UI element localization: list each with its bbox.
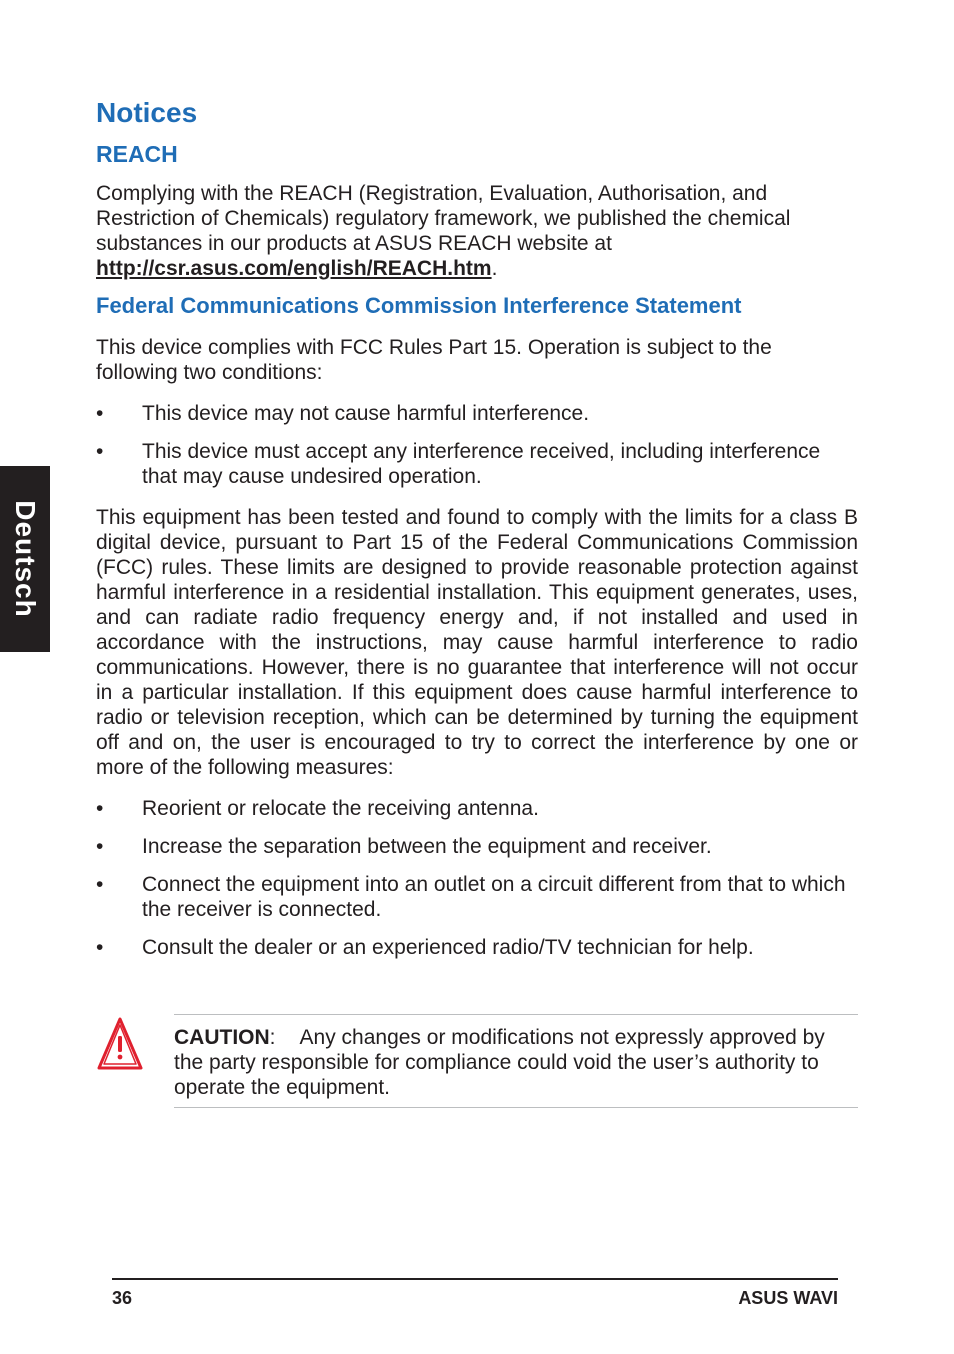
list-item: [96, 439, 858, 489]
list-item: [96, 796, 858, 821]
fcc-equipment-paragraph: This equipment has been tested and found to comply with the limits for a class B digital device, pursuant to Part 15 of the Federal Communications Commission (FCC) rules. These limits are designed to provide reasonable protection against harmful interference in a residential installation. This equipment generates, uses, and can radiate radio frequency energy and, if not installed and used in accordance with the instructions, may cause harmful interference to radio communications. However, there is no guarantee that interference will not occur in a particular installation. If this equipment does cause harmful interference to radio or television reception, which can be determined by turning the equipment off and on, the user is encouraged to try to correct the interference by one or more of the following measures:: [96, 506, 858, 779]
product-name: ASUS WAVI: [738, 1288, 838, 1308]
list-item: [96, 834, 858, 859]
reach-link-suffix: .: [491, 257, 498, 280]
bullet: •: [96, 835, 104, 858]
fcc-heading: Federal Communications Commission Interference Statement: [96, 293, 742, 318]
caution-notice: [96, 1014, 858, 1110]
caution-body: Any changes or modifications not expressly approved by the party responsible for compliance could void the user’s authority to operate the equipment.: [174, 1026, 825, 1099]
reach-heading: REACH: [96, 141, 178, 167]
page-title: Notices: [96, 97, 198, 128]
page-footer: [112, 1278, 838, 1309]
language-side-tab: [0, 466, 50, 652]
list-item-text: Consult the dealer or an experienced radio/TV technician for help.: [142, 936, 754, 959]
list-item-text: Connect the equipment into an outlet on a circuit different from that to which the receiver is connected.: [142, 873, 846, 921]
bullet: •: [96, 402, 104, 425]
caution-text: [174, 1025, 858, 1100]
bullet: •: [96, 936, 104, 959]
reach-body-text: Complying with the REACH (Registration, Evaluation, Authorisation, and Restriction of Chemicals) regulatory framework, we published the chemical substances in our products at ASUS REACH website at: [96, 182, 791, 255]
bullet: •: [96, 797, 104, 820]
list-item-text: Reorient or relocate the receiving antenna.: [142, 797, 539, 820]
reach-link[interactable]: http://csr.asus.com/english/REACH.htm: [96, 257, 492, 280]
fcc-intro: This device complies with FCC Rules Part 15. Operation is subject to the following two conditions:: [96, 336, 772, 384]
reach-paragraph: [96, 181, 858, 281]
list-item: [96, 401, 858, 426]
caution-box: [174, 1014, 858, 1108]
caution-label-group: [174, 1026, 276, 1049]
bullet: •: [96, 873, 104, 896]
list-item-text: Increase the separation between the equipment and receiver.: [142, 835, 712, 858]
language-side-tab-label: Deutsch: [10, 500, 41, 618]
warning-triangle-icon: [96, 1016, 144, 1072]
caution-label: CAUTION: [174, 1026, 270, 1049]
caution-separator: :: [269, 1026, 276, 1049]
main-content: [96, 95, 858, 973]
bullet: •: [96, 440, 104, 463]
list-item: [96, 872, 858, 922]
list-item-text: This device must accept any interference received, including interference that may cause undesired operation.: [142, 440, 821, 488]
list-item: [96, 935, 858, 960]
fcc-measures-list: [96, 796, 858, 960]
page-number: 36: [112, 1288, 133, 1308]
fcc-conditions-list: [96, 401, 858, 489]
list-item-text: This device may not cause harmful interference.: [142, 402, 590, 425]
